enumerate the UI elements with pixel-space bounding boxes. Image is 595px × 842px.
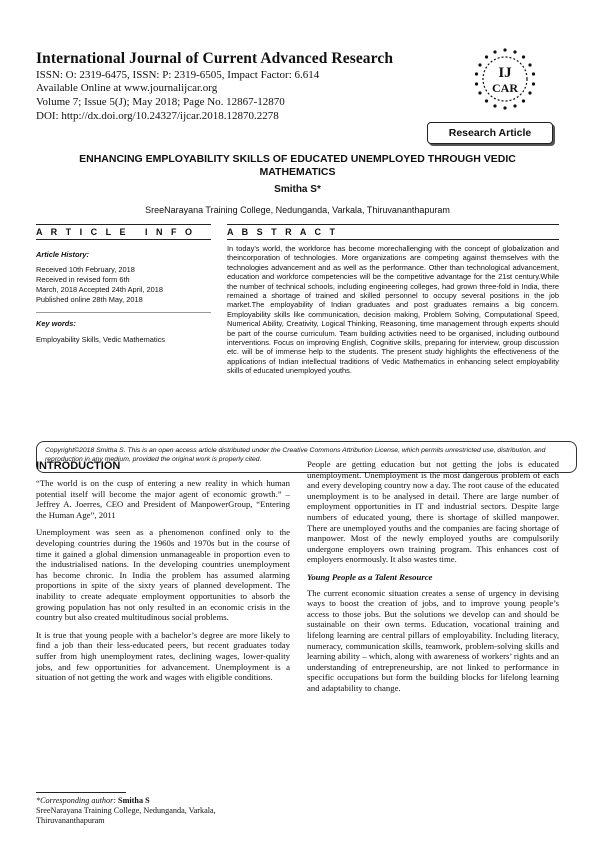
doi-line: DOI: http://dx.doi.org/10.24327/ijcar.2018.12870.2278 <box>36 110 279 122</box>
quote-paragraph: “The world is on the cusp of entering a new reality in which human potential itself will become the major agent of economic growth.” – Jeffrey A. Joerres, CEO and President of ManpowerGroup, “Entering the Human Age”, 2011 <box>36 478 290 520</box>
revised-date: Received in revised form 6th <box>36 275 130 284</box>
author-affiliation: SreeNarayana Training College, Nedunganda, Varkala, Thiruvananthapuram <box>145 205 450 215</box>
info-divider <box>36 312 211 313</box>
journal-title: International Journal of Current Advanced Research <box>36 50 394 67</box>
logo-text-bottom: CAR <box>492 81 518 95</box>
abstract-text: In today’s world, the workforce has become morechallenging with the concept of globalization and theincorporation of technologies. More organizations are competing against themselves with the technologies advancement and as well as the performance. Other than technological advancement, education and workforce competencies will be the competitive advantage for the 21st century.While the number of technical schools, including engineering colleges, had grown three-fold in India, there remained a shortage of trained and skilled personnel to occupy several positions in the job market.The employability of Indian graduates and post graduates remains a big concern. Employability skills like communication, decision making, Problem Solving, Computational Speed, Numerical Ability, Creativity, Logical Thinking, Reasoning, time management through experts should be part of the course curriculum. Team building activities need to be organised, including outbound interventions. Focus on improving English, Cognitive skills, preparing for interview, group discussion etc. will be of immense help to the students. The present study highlights the effectiveness of the applications of Indian intellectual traditions of Vedic Mathematics in enhancing select employability skills of educated unemployed youths. <box>227 244 559 376</box>
history-label: Article History: <box>36 250 89 259</box>
available-line: Available Online at www.journalijcar.org <box>36 82 218 94</box>
article-history <box>36 250 211 305</box>
author-name: Smitha S* <box>274 184 321 195</box>
info-top-rule <box>36 224 211 225</box>
corresponding-author-footnote <box>36 796 216 826</box>
footnote-line-3: Thiruvananthapuram <box>36 816 105 825</box>
abstract-heading: A B S T R A C T <box>227 227 338 237</box>
footnote-author: Smitha S <box>118 796 150 805</box>
keywords-text: Employability Skills, Vedic Mathematics <box>36 335 165 344</box>
talent-resource-subheading: Young People as a Talent Resource <box>307 571 433 582</box>
intro-paragraph-2: Unemployment was seen as a phenomenon confined only to the developing countries during the 1960s and 1970s but in the course of time it gained a global dimension unmanageable in proportion even to the industrialised nations. In the developing countries unemployment has become chronic. In India the problem has assumed alarming proportions in spite of the sixty years of planned development. The inability to create adequate employment opportunities to absorb the growing population has not only resulted in an economic crisis in the country but also created multitudinous social problems. <box>36 527 290 623</box>
journal-logo <box>472 46 538 112</box>
research-article-badge: Research Article <box>427 122 553 144</box>
introduction-heading: INTRODUCTION <box>36 460 121 472</box>
right-column <box>307 459 559 700</box>
article-title <box>36 153 559 179</box>
title-line-2: MATHEMATICS <box>259 166 336 178</box>
issn-line: ISSN: O: 2319-6475, ISSN: P: 2319-6505, Impact Factor: 6.614 <box>36 69 320 81</box>
footnote-rule <box>36 792 126 793</box>
intro-paragraph-3: It is true that young people with a bachelor’s degree are more likely to find a job than their less-educated peers, but recent graduates today suffer from high unemployment rates, declining wages, lower-quality jobs, and few opportunities for advancement. Unemployment is a situation of not getting the work and wages with eligible conditions. <box>36 629 290 683</box>
footnote-label: *Corresponding author: <box>36 796 116 805</box>
abstract-bottom-rule <box>227 239 559 240</box>
right-paragraph-1: People are getting education but not getting the jobs is educated unemployment. Unemployment is the most dangerous problem of each and every developing country now a day. The root cause of the educated unemployment is to be analysed in detail. There are large number of employment opportunities in IT and industrial sectors. Despite large numbers of educated young, there is shortage of skilled manpower. There are unemployed youths and the companies are facing shortage of manpower. Most of the newly employed youths are compulsorily undergone employers own training program. This enhances cost of employers enormously. It also wastes time. <box>307 459 559 565</box>
keywords-label: Key words: <box>36 319 76 328</box>
abstract-top-rule <box>227 224 559 225</box>
volume-line: Volume 7; Issue 5(J); May 2018; Page No. 12867-12870 <box>36 96 285 108</box>
footnote-line-2: SreeNarayana Training College, Nedunganda, Varkala, <box>36 806 216 815</box>
published-date: Published online 28th May, 2018 <box>36 295 143 304</box>
right-paragraph-2: The current economic situation creates a sense of urgency in devising ways to boost the creation of jobs, and to improve young people’s access to those jobs. But the solutions we develop can and should be sustainable on their own terms. Education, vocational training and lifelong learning are central pillars of employability. Including literacy, numeracy, communication skills, teamwork, problem-solving skills and learning ability – which, along with awareness of workers’ rights and an understanding of entrepreneurship, are not linked to performance in specific occupations but form the building blocks for lifelong learning and adaptability to change. <box>307 587 559 693</box>
copyright-notice: Copyright©2018 Smitha S. This is an open access article distributed under the Creative Commons Attribution License, which permits unrestricted use, distribution, and reproduction in any medium, provided the original work is properly cited. <box>36 441 577 473</box>
title-line-1: ENHANCING EMPLOYABILITY SKILLS OF EDUCATED UNEMPLOYED THROUGH VEDIC <box>79 153 516 165</box>
keywords-block <box>36 319 211 345</box>
info-bottom-rule <box>36 239 211 240</box>
accepted-date: March, 2018 Accepted 24th April, 2018 <box>36 285 163 294</box>
article-info-heading: A R T I C L E I N F O <box>36 227 196 237</box>
logo-text-top: IJ <box>498 65 512 81</box>
received-date: Received 10th February, 2018 <box>36 265 135 274</box>
left-column <box>36 478 290 690</box>
